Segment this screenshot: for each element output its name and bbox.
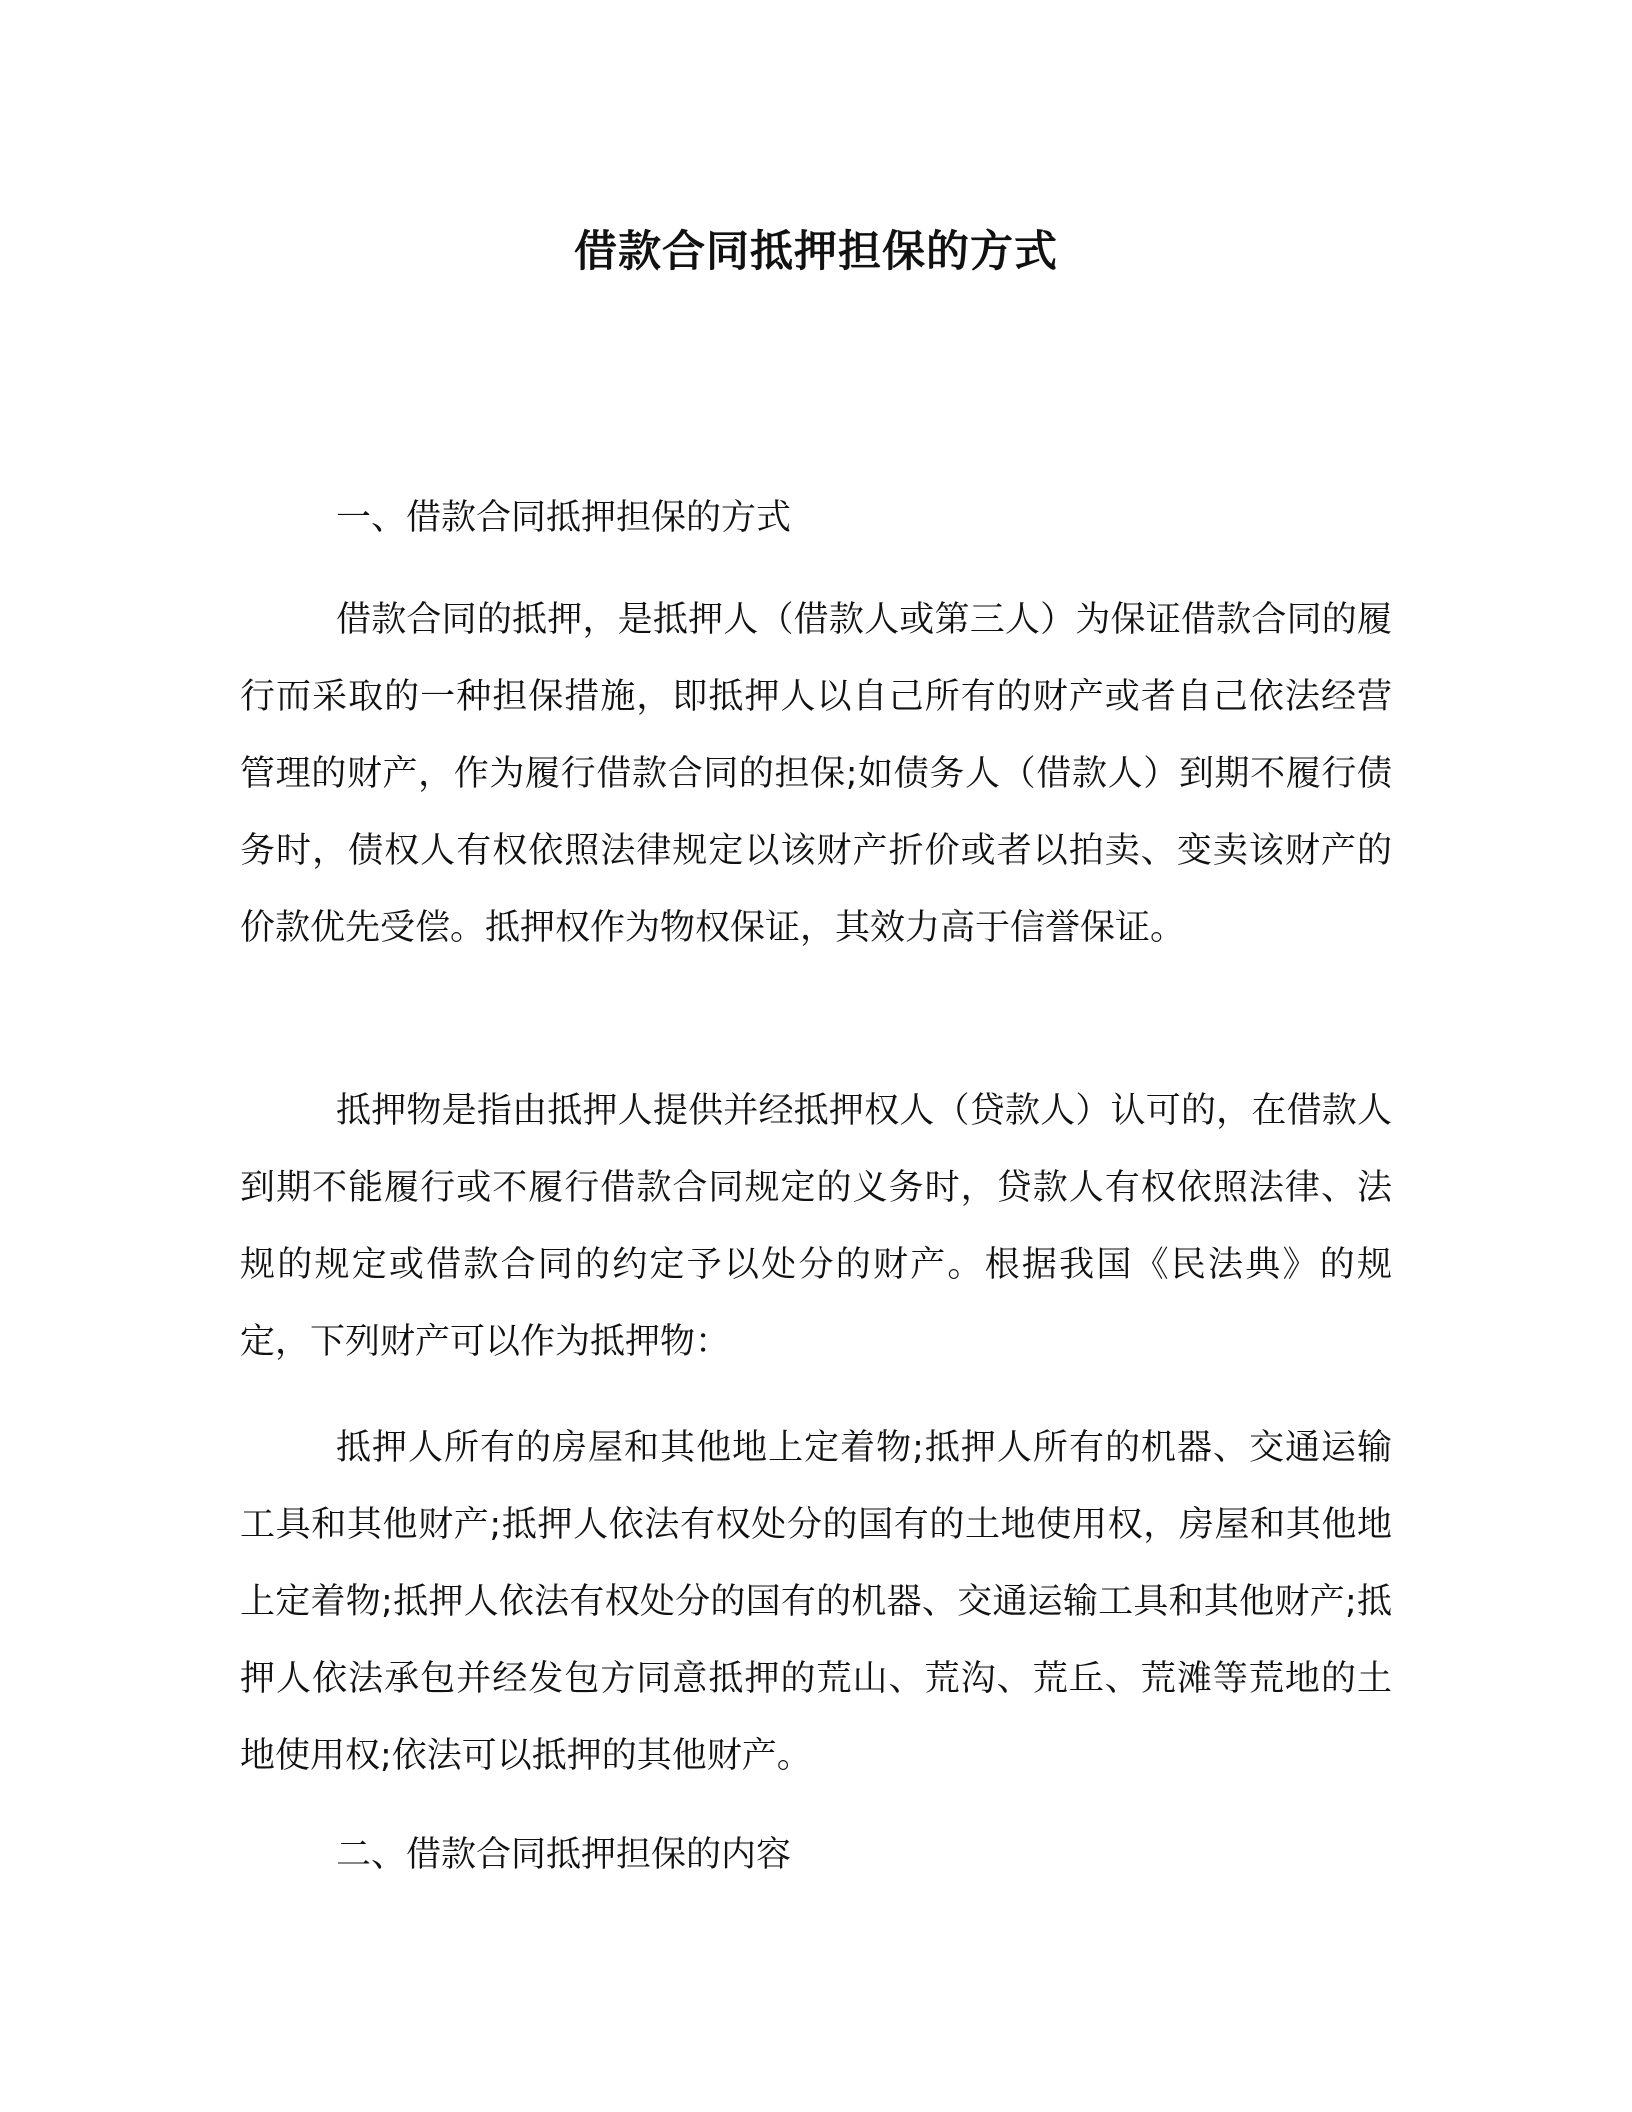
paragraph-property-list: 抵押人所有的房屋和其他地上定着物;抵押人所有的机器、交通运输工具和其他财产;抵押人依法有权处分的国有的土地使用权，房屋和其他地上定着物;抵押人依法有权处分的国有的机器、交通运输工具和其他财产;抵押人依法承包并经发包方同意抵押的荒山、荒沟、荒丘、荒滩等荒地的土地使用权;依法可以抵押的其他财产。 <box>240 1428 1392 1776</box>
paragraph-mortgage-definition: 借款合同的抵押，是抵押人（借款人或第三人）为保证借款合同的履行而采取的一种担保措施，即抵押人以自己所有的财产或者自己依法经营管理的财产，作为履行借款合同的担保;如债务人（借款人）到期不履行债务时，债权人有权依照法律规定以该财产折价或者以拍卖、变卖该财产的价款优先受偿。抵押权作为物权保证，其效力高于信誉保证。 <box>240 600 1392 948</box>
paragraph-mortgage-property: 抵押物是指由抵押人提供并经抵押权人（贷款人）认可的，在借款人到期不能履行或不履行借款合同规定的义务时，贷款人有权依照法律、法规的规定或借款合同的约定予以处分的财产。根据我国《民法典》的规定，下列财产可以作为抵押物： <box>240 1091 1392 1362</box>
document-title: 借款合同抵押担保的方式 <box>574 227 1058 277</box>
section-heading-1: 一、借款合同抵押担保的方式 <box>336 498 792 538</box>
section-heading-2: 二、借款合同抵押担保的内容 <box>336 1835 792 1875</box>
